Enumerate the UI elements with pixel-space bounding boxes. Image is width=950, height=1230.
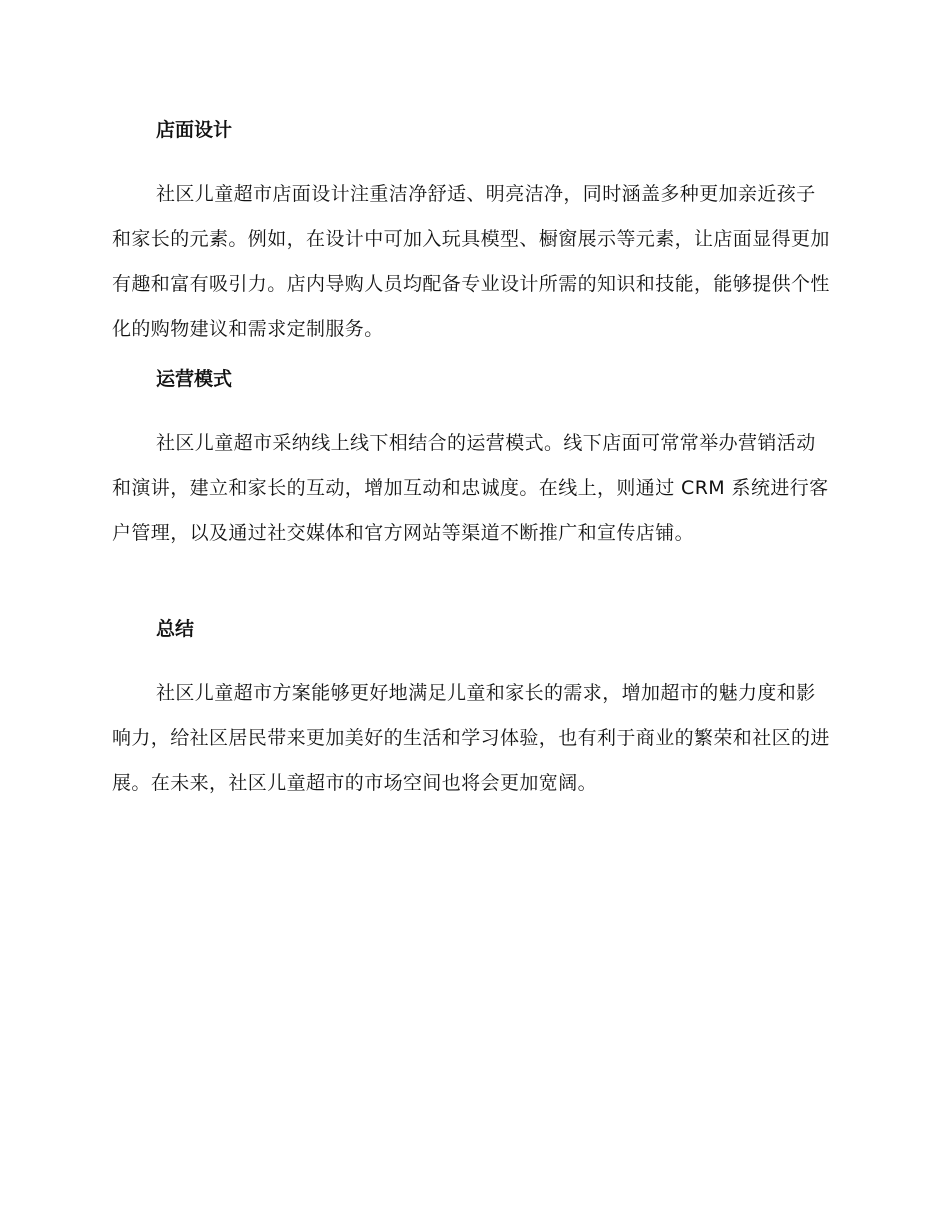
section-paragraph: 社区儿童超市采纳线上线下相结合的运营模式。线下店面可常常举办营销活动和演讲，建立和家长的互动，增加互动和忠诚度。在线上，则通过 CRM 系统进行客户管理，以及通过社交媒体和官方网站等渠道不断推广和宣传店铺。	[112, 432, 829, 544]
section-store-design	[112, 116, 832, 352]
section-heading: 店面设计	[156, 119, 233, 141]
section-paragraph: 社区儿童超市方案能够更好地满足儿童和家长的需求，增加超市的魅力度和影响力，给社区居民带来更加美好的生活和学习体验，也有利于商业的繁荣和社区的进展。在未来，社区儿童超市的市场空间也将会更加宽阔。	[112, 682, 830, 794]
section-operating-model	[112, 365, 832, 556]
section-heading: 总结	[156, 618, 195, 640]
section-heading: 运营模式	[156, 368, 233, 390]
section-paragraph: 社区儿童超市店面设计注重洁净舒适、明亮洁净，同时涵盖多种更加亲近孩子和家长的元素。例如，在设计中可加入玩具模型、橱窗展示等元素，让店面显得更加有趣和富有吸引力。店内导购人员均配备专业设计所需的知识和技能，能够提供个性化的购物建议和需求定制服务。	[112, 183, 830, 340]
section-summary	[112, 615, 832, 806]
